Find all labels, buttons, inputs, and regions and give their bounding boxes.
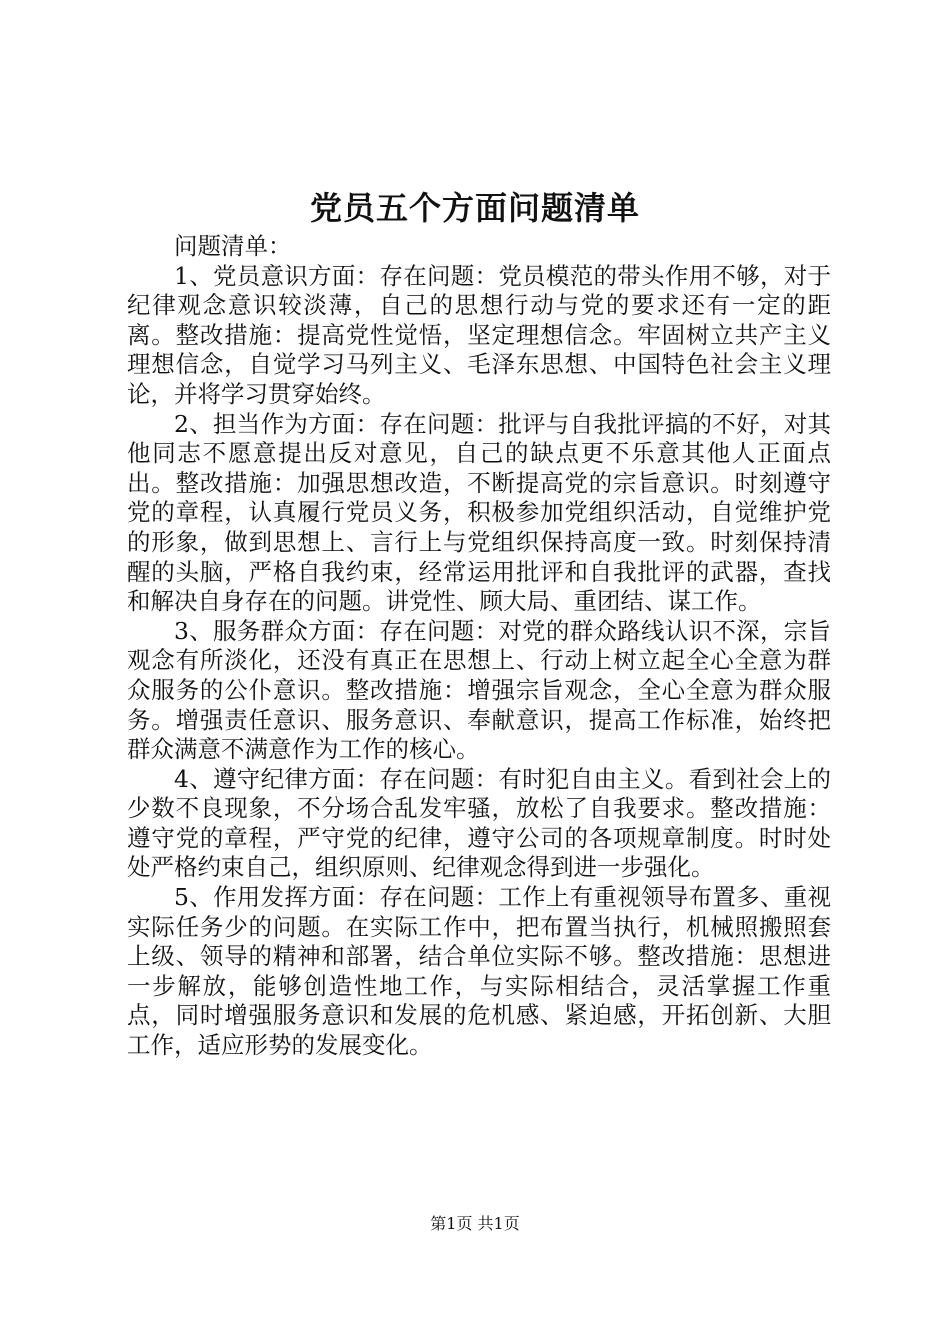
- paragraph-responsibility: 2、担当作为方面：存在问题：批评与自我批评搞的不好，对其他同志不愿意提出反对意见，自己的缺点更不乐意其他人正面点出。整改措施：加强思想改造，不断提高党的宗旨意识。时刻遵守党的章程，认真履行党员义务，积极参加党组织活动，自觉维护党的形象，做到思想上、言行上与党组织保持高度一致。时刻保持清醒的头脑，严格自我约束，经常运用批评和自我批评的武器，查找和解决自身存在的问题。讲党性、顾大局、重团结、谋工作。: [127, 409, 831, 616]
- paragraph-party-awareness: 1、党员意识方面：存在问题：党员模范的带头作用不够，对于纪律观念意识较淡薄，自己的思想行动与党的要求还有一定的距离。整改措施：提高党性觉悟，坚定理想信念。牢固树立共产主义理想信念，自觉学习马列主义、毛泽东思想、中国特色社会主义理论，并将学习贯穿始终。: [127, 261, 831, 408]
- document-title: 党员五个方面问题清单: [309, 189, 640, 227]
- paragraph-discipline: 4、遵守纪律方面：存在问题：有时犯自由主义。看到社会上的少数不良现象，不分场合乱发牢骚，放松了自我要求。整改措施：遵守党的章程，严守党的纪律，遵守公司的各项规章制度。时时处处严格约束自己，组织原则、纪律观念得到进一步强化。: [127, 764, 831, 882]
- paragraph-serving-masses: 3、服务群众方面：存在问题：对党的群众路线认识不深，宗旨观念有所淡化，还没有真正在思想上、行动上树立起全心全意为群众服务的公仆意识。整改措施：增强宗旨观念，全心全意为群众服务。增强责任意识、服务意识、奉献意识，提高工作标准，始终把群众满意不满意作为工作的核心。: [127, 616, 831, 764]
- paragraph-role-play: 5、作用发挥方面：存在问题：工作上有重视领导布置多、重视实际任务少的问题。在实际工作中，把布置当执行，机械照搬照套上级、领导的精神和部署，结合单位实际不够。整改措施：思想进一步解放，能够创造性地工作，与实际相结合，灵活掌握工作重点，同时增强服务意识和发展的危机感、紧迫感，开拓创新、大胆工作，适应形势的发展变化。: [127, 883, 831, 1060]
- document-body: [127, 232, 831, 1061]
- page-number-footer: 第1页 共1页: [430, 1214, 520, 1233]
- intro-line: 问题清单：: [174, 232, 292, 260]
